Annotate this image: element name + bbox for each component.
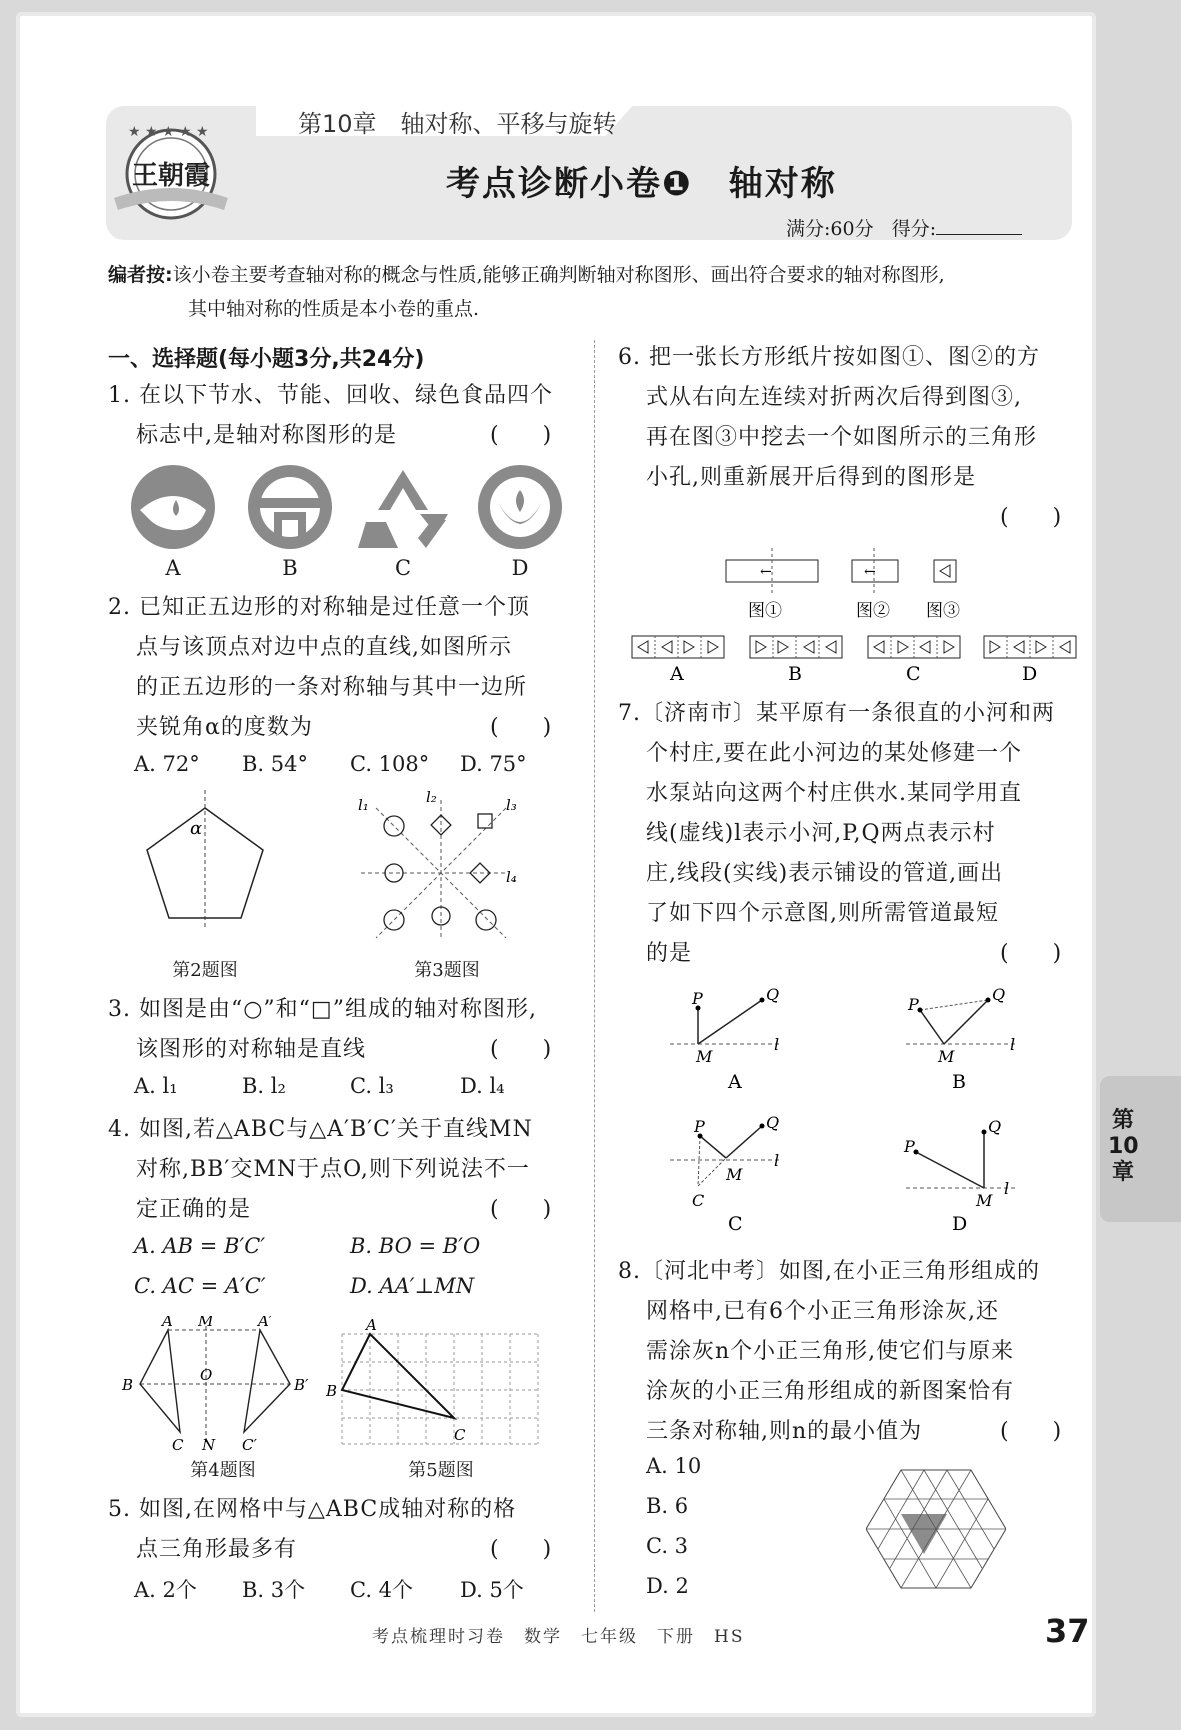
q6-label-b: B [788, 663, 802, 684]
q2-answer-paren[interactable]: ( ) [490, 715, 552, 740]
q6-line4: 小孔,则重新展开后得到的图形是 [646, 465, 976, 490]
q7-line2: 个村庄,要在此小河边的某处修建一个 [646, 741, 1022, 766]
q6-fig1-label: 图① [748, 601, 782, 621]
q7-label-d: D [952, 1213, 968, 1235]
q8-line2: 网格中,已有6个小正三角形涂灰,还 [646, 1299, 999, 1324]
q4-line2: 对称,BB′交MN于点O,则下列说法不一 [136, 1157, 530, 1182]
alpha-label: α [190, 818, 203, 839]
q2-line1: 2. 已知正五边形的对称轴是过任意一个顶 [108, 595, 530, 620]
q3-answer-paren[interactable]: ( ) [490, 1037, 552, 1062]
q4-option-d[interactable]: D. AA′⊥MN [350, 1274, 475, 1298]
q5-option-b[interactable]: B. 3个 [242, 1578, 306, 1602]
q4-pt-n: N [202, 1436, 216, 1450]
svg-text:P: P [908, 995, 919, 1014]
q4-pt-a: A [162, 1316, 173, 1330]
q1-text [108, 376, 553, 456]
q1-label-c: C [394, 556, 412, 580]
q6-answer-paren[interactable]: ( ) [1000, 505, 1062, 530]
svg-text:M: M [726, 1165, 743, 1184]
q5-answer-paren[interactable]: ( ) [490, 1537, 552, 1562]
q4-option-a[interactable]: A. AB = B′C′ [134, 1234, 266, 1258]
q5-pt-c: C [454, 1426, 466, 1444]
column-divider [594, 340, 595, 1612]
q7-label-b: B [952, 1071, 966, 1093]
q1-line1: 1. 在以下节水、节能、回收、绿色食品四个 [108, 383, 553, 408]
svg-text:l: l [1010, 1035, 1016, 1054]
paper-title: 考点诊断小卷❶ 轴对称 [446, 164, 837, 204]
page-number: 37 [1045, 1612, 1090, 1650]
q2-line4: 夹锐角α的度数为 [136, 715, 313, 740]
svg-text:l: l [774, 1151, 780, 1170]
q7-text [618, 694, 1055, 974]
svg-text:Q: Q [766, 985, 780, 1004]
q3-line1: 3. 如图是由“○”和“□”组成的轴对称图形, [108, 997, 537, 1022]
q3-option-d[interactable]: D. l₄ [460, 1074, 505, 1098]
q5-option-c[interactable]: C. 4个 [350, 1578, 414, 1602]
svg-text:←: ← [864, 564, 876, 580]
svg-text:M: M [976, 1191, 993, 1210]
q4-pt-c: C [172, 1436, 184, 1450]
score-label: 得分: [891, 218, 937, 240]
q1-label-a: A [165, 556, 181, 580]
q4-pt-b: B [122, 1376, 134, 1394]
chapter-label: 第10章 轴对称、平移与旋转 [298, 110, 617, 138]
q6-line3: 再在图③中挖去一个如图所示的三角形 [646, 425, 1038, 450]
q2-pentagon-figure [130, 790, 280, 930]
q7-diagrams [670, 980, 1070, 1240]
q8-line1: 8.〔河北中考〕如图,在小正三角形组成的 [618, 1259, 1040, 1284]
q5-text [108, 1490, 516, 1570]
energy-saving-icon [248, 465, 332, 549]
q7-line4: 线(虚线)l表示小河,P,Q两点表示村 [646, 821, 996, 846]
editor-note [108, 258, 1088, 326]
l4-label: l₄ [506, 868, 517, 886]
water-saving-icon [131, 465, 215, 549]
q4-pt-m: M [198, 1316, 214, 1330]
q5-line2: 点三角形最多有 [136, 1537, 298, 1562]
svg-text:C: C [692, 1191, 705, 1210]
q3-figure [356, 790, 526, 940]
recycle-icon [358, 470, 448, 548]
q8-line5: 三条对称轴,则n的最小值为 [646, 1419, 923, 1444]
q7-answer-paren[interactable]: ( ) [1000, 941, 1062, 966]
q6-fig2-label: 图② [856, 601, 890, 621]
editor-note-label: 编者按: [108, 264, 173, 286]
q4-answer-paren[interactable]: ( ) [490, 1197, 552, 1222]
q2-line2: 点与该顶点对边中点的直线,如图所示 [136, 635, 512, 660]
q4-pt-b2: B′ [294, 1376, 309, 1394]
svg-text:l: l [774, 1035, 780, 1054]
svg-text:←: ← [760, 564, 772, 580]
footer-text: 考点梳理时习卷 数学 七年级 下册 HS [372, 1627, 745, 1647]
q8-triangle-grid [866, 1468, 1006, 1590]
q8-text [618, 1252, 1040, 1452]
q7-label-c: C [728, 1213, 743, 1235]
q2-text [108, 588, 530, 748]
q2-caption: 第2题图 [172, 960, 238, 981]
svg-text:P: P [694, 1117, 705, 1136]
q3-option-c[interactable]: C. l₃ [350, 1074, 394, 1098]
q5-option-d[interactable]: D. 5个 [460, 1578, 524, 1602]
q2-line3: 的正五边形的一条对称轴与其中一边所 [136, 675, 528, 700]
full-score: 满分:60分 [786, 218, 874, 240]
q6-line1: 6. 把一张长方形纸片按如图①、图②的方 [618, 345, 1040, 370]
q5-line1: 5. 如图,在网格中与△ABC成轴对称的格 [108, 1497, 517, 1522]
q2-option-a[interactable]: A. 72° [134, 752, 200, 776]
q2-option-c[interactable]: C. 108° [350, 752, 430, 776]
score-line [786, 214, 1022, 241]
publisher-logo-icon [106, 118, 236, 230]
q7-line5: 庄,线段(实线)表示铺设的管道,画出 [646, 861, 1004, 886]
green-food-icon [478, 465, 562, 549]
q6-label-a: A [670, 663, 684, 684]
q5-pt-b: B [326, 1382, 338, 1400]
q1-label-b: B [282, 556, 298, 580]
q7-line7: 的是 [646, 941, 693, 966]
editor-note-line1: 该小卷主要考查轴对称的概念与性质,能够正确判断轴对称图形、画出符合要求的轴对称图形, [172, 264, 945, 286]
q6-line2: 式从右向左连续对折两次后得到图③, [646, 385, 1022, 410]
q8-option-a[interactable]: A. 10 [646, 1454, 702, 1478]
q4-option-c[interactable]: C. AC = A′C′ [134, 1274, 266, 1298]
q7-line6: 了如下四个示意图,则所需管道最短 [646, 901, 999, 926]
q2-option-d[interactable]: D. 75° [460, 752, 527, 776]
svg-text:M: M [938, 1047, 955, 1066]
q6-fig3-label: 图③ [926, 601, 960, 621]
q8-option-d[interactable]: D. 2 [646, 1574, 689, 1598]
q6-label-d: D [1022, 663, 1038, 684]
q5-grid-figure [326, 1316, 546, 1450]
q7-line3: 水泵站向这两个村庄供水.某同学用直 [646, 781, 1022, 806]
chapter-tab-label: 第10章 [1108, 1108, 1139, 1185]
svg-text:P: P [692, 989, 703, 1008]
svg-text:Q: Q [988, 1117, 1002, 1136]
svg-text:M: M [696, 1047, 713, 1066]
q4-pt-c2: C′ [242, 1436, 257, 1450]
q1-answer-paren[interactable]: ( ) [490, 423, 552, 448]
svg-text:Q: Q [992, 985, 1006, 1004]
q1-label-d: D [511, 556, 529, 580]
q6-text [618, 338, 1040, 498]
q4-line1: 4. 如图,若△ABC与△A′B′C′关于直线MN [108, 1117, 533, 1142]
q7-label-a: A [728, 1071, 742, 1093]
q2-option-b[interactable]: B. 54° [242, 752, 309, 776]
svg-text:l: l [1004, 1179, 1010, 1198]
svg-text:★ ★ ★ ★ ★: ★ ★ ★ ★ ★ [128, 124, 209, 140]
section1-title: 一、选择题(每小题3分,共24分) [108, 347, 425, 372]
q8-answer-paren[interactable]: ( ) [1000, 1419, 1062, 1444]
l3-label: l₃ [506, 796, 517, 814]
l1-label: l₁ [358, 796, 369, 814]
svg-text:P: P [904, 1137, 915, 1156]
q8-option-c[interactable]: C. 3 [646, 1534, 689, 1558]
q3-option-b[interactable]: B. l₂ [242, 1074, 286, 1098]
q3-line2: 该图形的对称轴是直线 [136, 1037, 367, 1062]
score-blank[interactable] [936, 220, 1022, 235]
q3-text [108, 990, 537, 1070]
q8-line4: 涂灰的小正三角形组成的新图案恰有 [646, 1379, 1015, 1404]
q6-figures [628, 544, 1078, 684]
q4-figure [118, 1316, 324, 1450]
q1-line2: 标志中,是轴对称图形的是 [136, 423, 397, 448]
q4-pt-a2: A′ [258, 1316, 273, 1330]
q6-label-c: C [906, 663, 921, 684]
editor-note-line2: 其中轴对称的性质是本小卷的重点. [188, 298, 480, 320]
q8-option-b[interactable]: B. 6 [646, 1494, 689, 1518]
q7-line1: 7.〔济南市〕某平原有一条很直的小河和两 [618, 701, 1055, 726]
logo-text: 王朝霞 [131, 161, 211, 191]
q4-caption: 第4题图 [190, 1460, 256, 1481]
q5-pt-a: A [366, 1316, 377, 1334]
q8-line3: 需涂灰n个小正三角形,使它们与原来 [646, 1339, 1015, 1364]
l2-label: l₂ [426, 790, 437, 806]
q4-text [108, 1110, 533, 1230]
svg-text:Q: Q [766, 1113, 780, 1132]
q5-option-a[interactable]: A. 2个 [134, 1578, 197, 1602]
q4-option-b[interactable]: B. BO = B′O [350, 1234, 481, 1258]
q5-caption: 第5题图 [408, 1460, 474, 1481]
q1-logos [128, 462, 568, 558]
q3-caption: 第3题图 [414, 960, 480, 981]
q3-option-a[interactable]: A. l₁ [134, 1074, 178, 1098]
q4-pt-o: O [200, 1366, 213, 1384]
q4-line3: 定正确的是 [136, 1197, 252, 1222]
